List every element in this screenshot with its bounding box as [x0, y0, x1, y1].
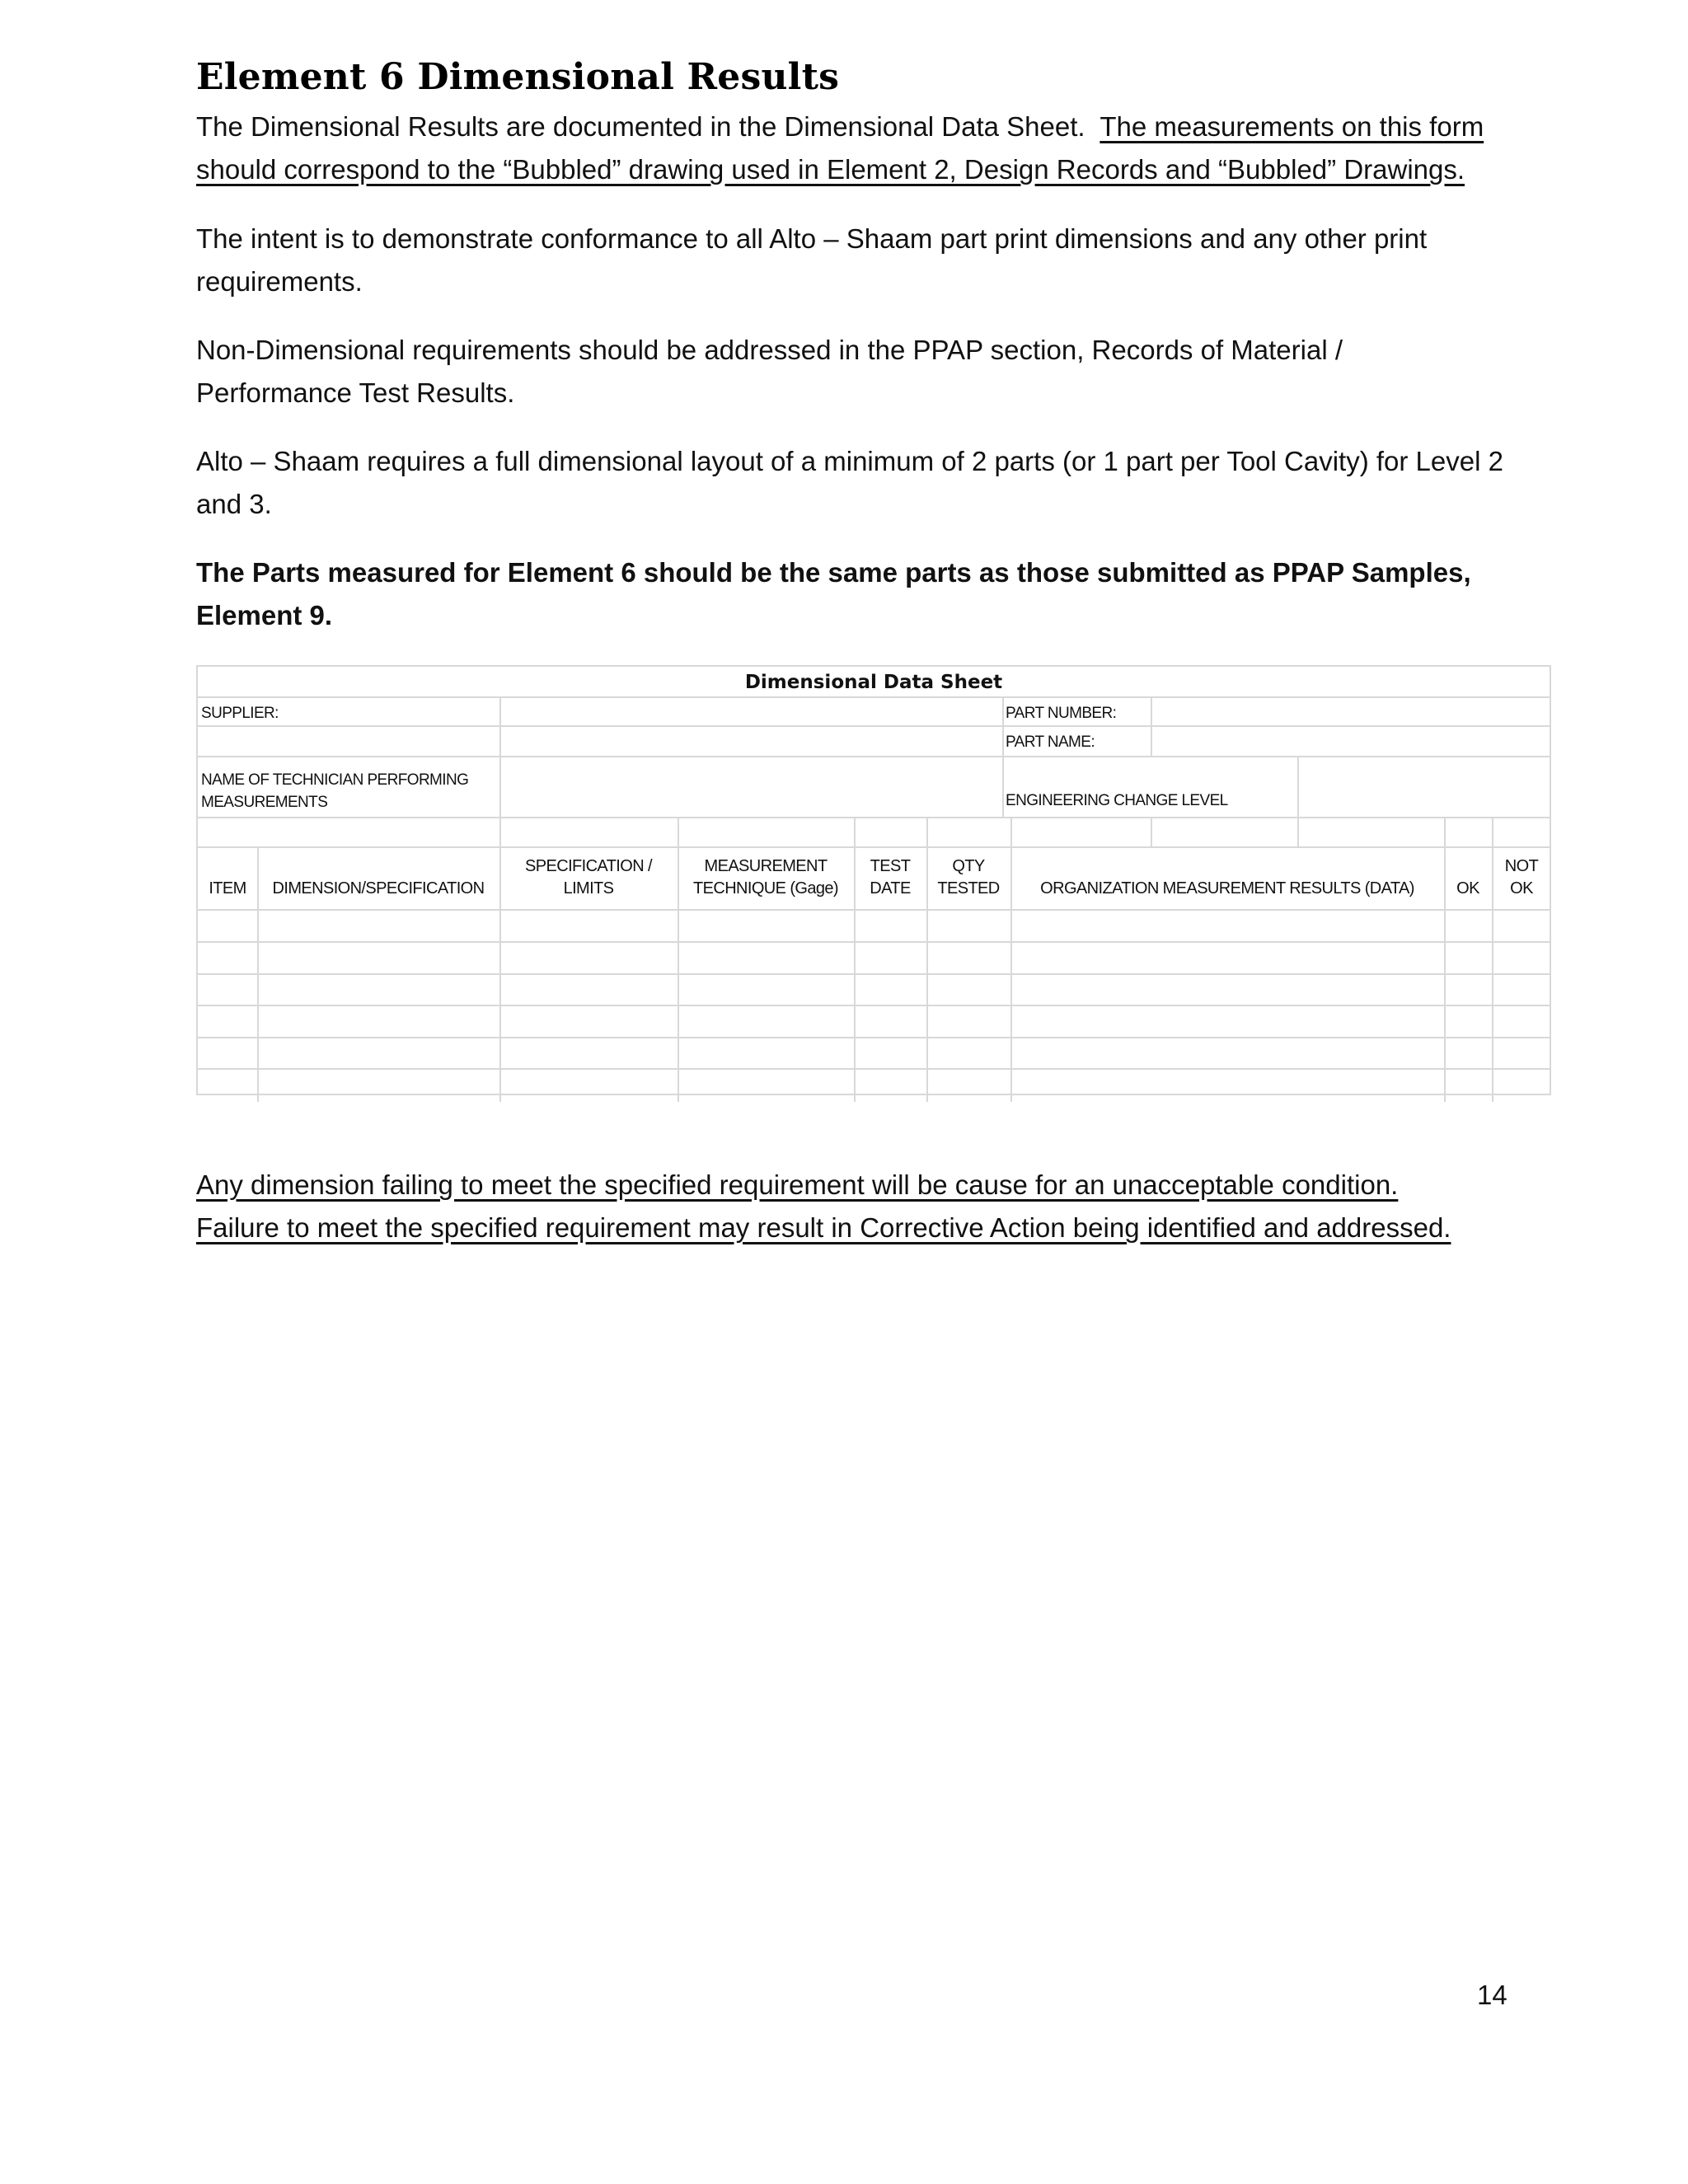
- blank-cell: [1492, 817, 1551, 848]
- data-cell-results[interactable]: [1010, 1068, 1446, 1102]
- data-cell-not-ok[interactable]: [1492, 1068, 1551, 1102]
- data-cell-test-date[interactable]: [854, 1005, 928, 1038]
- data-cell-qty-tested[interactable]: [926, 972, 1012, 1006]
- data-cell-test-date[interactable]: [854, 972, 928, 1006]
- data-cell-not-ok[interactable]: [1492, 972, 1551, 1006]
- non-dimensional-paragraph: Non-Dimensional requirements should be addressed in the PPAP section, Records of Material / Performance Test Results.: [196, 335, 1343, 408]
- blank-cell: [499, 817, 679, 848]
- data-cell-specification[interactable]: [499, 1068, 679, 1102]
- data-cell-technique[interactable]: [678, 1036, 856, 1070]
- col-header-qty-tested: QTY TESTED: [926, 846, 1012, 911]
- supplier-value-field[interactable]: [499, 696, 1004, 727]
- data-cell-results[interactable]: [1010, 909, 1446, 943]
- blank-cell: [499, 725, 1004, 757]
- data-cell-item[interactable]: [198, 1068, 259, 1102]
- engineering-change-value-field[interactable]: [1297, 756, 1551, 818]
- data-cell-specification[interactable]: [499, 1036, 679, 1070]
- intent-paragraph: The intent is to demonstrate conformance to all Alto – Shaam part print dimensions and any other print requirements.: [196, 223, 1428, 297]
- data-cell-item[interactable]: [198, 909, 259, 943]
- data-cell-test-date[interactable]: [854, 909, 928, 943]
- footer-note-2: Failure to meet the specified requirement may result in Corrective Action being identified and addressed.: [196, 1212, 1451, 1243]
- part-name-label: PART NAME:: [1002, 725, 1152, 757]
- dimensional-data-sheet: [196, 665, 1551, 1095]
- blank-cell: [198, 725, 501, 757]
- data-cell-item[interactable]: [198, 1036, 259, 1070]
- data-cell-ok[interactable]: [1444, 1005, 1493, 1038]
- page-title: Element 6 Dimensional Results: [196, 56, 840, 98]
- blank-cell: [1010, 817, 1152, 848]
- supplier-label: SUPPLIER:: [198, 696, 501, 727]
- data-cell-specification[interactable]: [499, 972, 679, 1006]
- data-cell-ok[interactable]: [1444, 1068, 1493, 1102]
- data-cell-qty-tested[interactable]: [926, 1068, 1012, 1102]
- data-cell-technique[interactable]: [678, 972, 856, 1006]
- data-cell-dimension[interactable]: [257, 1036, 501, 1070]
- technician-value-field[interactable]: [499, 756, 1004, 818]
- data-cell-dimension[interactable]: [257, 909, 501, 943]
- intro-paragraph: [196, 105, 1556, 191]
- data-cell-results[interactable]: [1010, 1005, 1446, 1038]
- data-cell-specification[interactable]: [499, 1005, 679, 1038]
- footer-note-1: Any dimension failing to meet the specified requirement will be cause for an unacceptable condition.: [196, 1169, 1399, 1200]
- data-cell-ok[interactable]: [1444, 972, 1493, 1006]
- blank-cell: [854, 817, 928, 848]
- part-number-label: PART NUMBER:: [1002, 696, 1152, 727]
- data-cell-ok[interactable]: [1444, 941, 1493, 975]
- data-cell-not-ok[interactable]: [1492, 1036, 1551, 1070]
- data-cell-item[interactable]: [198, 941, 259, 975]
- technician-label: NAME OF TECHNICIAN PERFORMING MEASUREMENTS: [198, 756, 501, 818]
- col-header-results: ORGANIZATION MEASUREMENT RESULTS (DATA): [1010, 846, 1446, 911]
- blank-cell: [1444, 817, 1493, 848]
- data-cell-dimension[interactable]: [257, 1068, 501, 1102]
- blank-cell: [926, 817, 1012, 848]
- col-header-ok: OK: [1444, 846, 1493, 911]
- data-cell-technique[interactable]: [678, 909, 856, 943]
- part-name-value-field[interactable]: [1151, 725, 1551, 757]
- data-cell-not-ok[interactable]: [1492, 941, 1551, 975]
- col-header-not-ok: NOT OK: [1492, 846, 1551, 911]
- col-header-item: ITEM: [198, 846, 259, 911]
- blank-cell: [1297, 817, 1446, 848]
- blank-cell: [198, 817, 501, 848]
- data-cell-results[interactable]: [1010, 972, 1446, 1006]
- layout-requirement-paragraph: Alto – Shaam requires a full dimensional layout of a minimum of 2 parts (or 1 part per Tool Cavity) for Level 2 and 3.: [196, 446, 1503, 519]
- data-cell-item[interactable]: [198, 972, 259, 1006]
- data-cell-results[interactable]: [1010, 1036, 1446, 1070]
- intro-underlined-text-2: should correspond to the “Bubbled” drawing used in Element 2, Design Records and “Bubbled” Drawings.: [196, 154, 1465, 185]
- blank-cell: [1151, 817, 1299, 848]
- data-cell-technique[interactable]: [678, 1005, 856, 1038]
- col-header-test-date: TEST DATE: [854, 846, 928, 911]
- data-sheet-title: Dimensional Data Sheet: [198, 667, 1550, 698]
- blank-cell: [678, 817, 856, 848]
- data-cell-dimension[interactable]: [257, 1005, 501, 1038]
- data-cell-dimension[interactable]: [257, 941, 501, 975]
- data-cell-qty-tested[interactable]: [926, 1036, 1012, 1070]
- data-cell-test-date[interactable]: [854, 1036, 928, 1070]
- data-cell-ok[interactable]: [1444, 1036, 1493, 1070]
- part-number-value-field[interactable]: [1151, 696, 1551, 727]
- intro-plain-text: The Dimensional Results are documented in the Dimensional Data Sheet.: [196, 111, 1085, 142]
- data-cell-item[interactable]: [198, 1005, 259, 1038]
- data-cell-results[interactable]: [1010, 941, 1446, 975]
- data-cell-test-date[interactable]: [854, 1068, 928, 1102]
- col-header-dimension: DIMENSION/SPECIFICATION: [257, 846, 501, 911]
- intro-underlined-text-1: The measurements on this form: [1100, 111, 1484, 142]
- page-number: 14: [1477, 1980, 1507, 2010]
- data-cell-test-date[interactable]: [854, 941, 928, 975]
- data-cell-ok[interactable]: [1444, 909, 1493, 943]
- data-cell-dimension[interactable]: [257, 972, 501, 1006]
- data-cell-qty-tested[interactable]: [926, 909, 1012, 943]
- col-header-specification: SPECIFICATION / LIMITS: [499, 846, 679, 911]
- data-cell-specification[interactable]: [499, 941, 679, 975]
- data-cell-not-ok[interactable]: [1492, 1005, 1551, 1038]
- data-cell-specification[interactable]: [499, 909, 679, 943]
- engineering-change-label: ENGINEERING CHANGE LEVEL: [1002, 756, 1299, 818]
- data-cell-qty-tested[interactable]: [926, 1005, 1012, 1038]
- data-cell-technique[interactable]: [678, 941, 856, 975]
- parts-measured-paragraph: The Parts measured for Element 6 should be the same parts as those submitted as PPAP Samples, Element 9.: [196, 557, 1471, 630]
- col-header-technique: MEASUREMENT TECHNIQUE (Gage): [678, 846, 856, 911]
- data-cell-qty-tested[interactable]: [926, 941, 1012, 975]
- data-cell-not-ok[interactable]: [1492, 909, 1551, 943]
- data-cell-technique[interactable]: [678, 1068, 856, 1102]
